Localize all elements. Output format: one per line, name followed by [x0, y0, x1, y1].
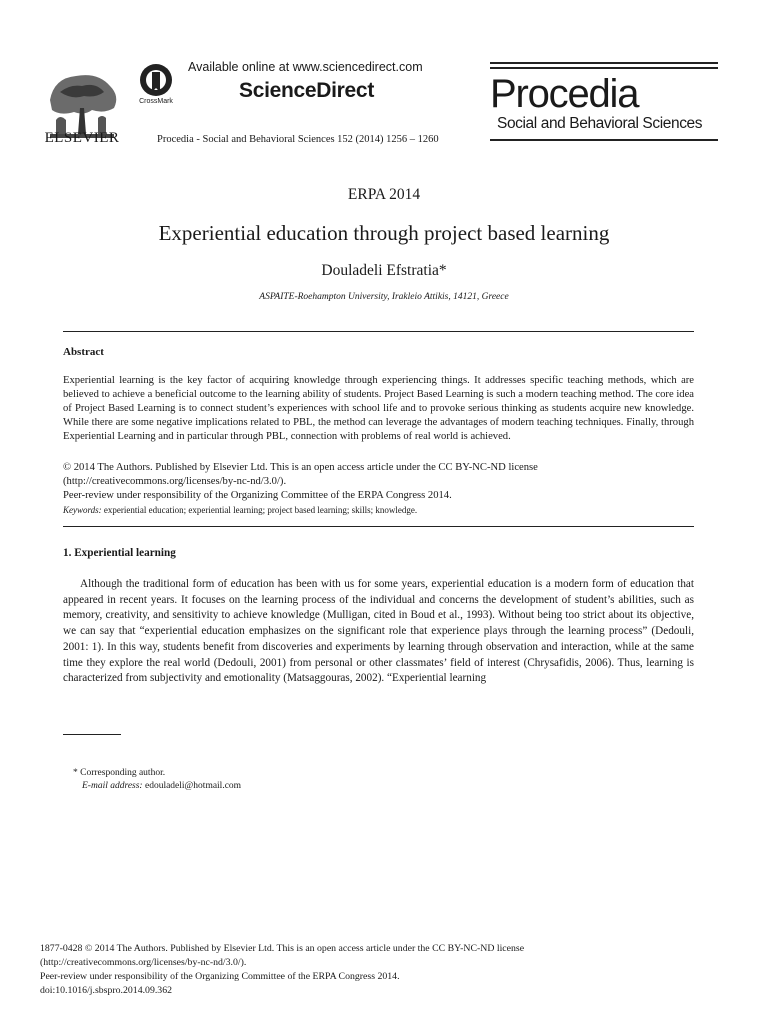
- article-title: Experiential education through project based learning: [158, 221, 610, 245]
- publisher-name: ELSEVIER: [44, 130, 120, 146]
- peer-review-line: Peer-review under responsibility of the Organizing Committee of the ERPA Congress 2014.: [63, 490, 452, 501]
- footer-license-link[interactable]: (http://creativecommons.org/licenses/by-nc-nd/3.0/).: [40, 957, 247, 968]
- procedia-logo: Procedia: [490, 72, 639, 116]
- abstract-copyright: [63, 461, 694, 503]
- sciencedirect-logo: ScienceDirect: [239, 79, 375, 102]
- section-body-text: Although the traditional form of education has been with us for some years, experiential education is a modern form of education that appeared in recent years. It focuses on the learning process of the individual and concerns the development of student’s abilities, such as memory, creativity, and sensitivity to achieve knowledge (Mulligan, cited in Boud et al., 1993). Without being too strict about its objective, we can say that “experiential education emphasizes on the significant role that experience plays through the learning process” (Dedouli, 2001: 1). In this way, students benefit from discoveries and experiments by learning through observation and interaction, while at the same time they explore the real world (Dedouli, 2001) from personal or other classmates’ field of interest (Chrysafidis, 2006). Thus, learning is characterized from subjectivity and emotionality (Matsaggouras, 2002). “Experiential learning: [63, 578, 694, 685]
- abstract-bottom-rule: [63, 526, 694, 527]
- footer-doi[interactable]: doi:10.1016/j.sbspro.2014.09.362: [40, 985, 172, 996]
- author-affiliation: ASPAITE-Roehampton University, Irakleio Attikis, 14121, Greece: [259, 292, 509, 302]
- section-heading: 1. Experiential learning: [63, 547, 176, 559]
- footnote-rule: [63, 734, 121, 735]
- available-online-text: Available online at www.sciencedirect.com: [188, 60, 423, 74]
- email-note: [82, 781, 241, 791]
- keywords-label: Keywords:: [63, 505, 102, 515]
- keywords-list: experiential education; experiential learning; project based learning; skills; knowledge.: [101, 505, 418, 515]
- abstract-text: Experiential learning is the key factor of acquiring knowledge through experiencing things. It addresses specific teaching methods, which are believed to achieve a beneficial outcome to the learning ability of students. Project Based Learning is such a modern teaching method. The core idea of Project Based Learning is to connect student’s experiences with school life and to provoke serious thinking as students acquire new knowledge. While there are some negative implications related to PBL, the method can leverage the advantages of modern teaching techniques. Finally, through Experiential Learning and in particular through PBL, connection with problems of real world is achieved.: [63, 375, 694, 442]
- email-label: E-mail address:: [82, 781, 143, 791]
- procedia-subtitle: Social and Behavioral Sciences: [497, 115, 703, 132]
- procedia-bottom-rule: [490, 139, 718, 141]
- footer-peer-review: Peer-review under responsibility of the Organizing Committee of the ERPA Congress 2014.: [40, 971, 400, 982]
- email-address[interactable]: edouladeli@hotmail.com: [142, 781, 242, 791]
- abstract-top-rule: [63, 331, 694, 332]
- article-author: Douladeli Efstratia*: [321, 262, 447, 279]
- journal-reference: Procedia - Social and Behavioral Sciences 152 (2014) 1256 – 1260: [157, 134, 439, 145]
- procedia-top-rules: [490, 62, 718, 72]
- abstract-heading: Abstract: [63, 346, 104, 358]
- footer-copyright: 1877-0428 © 2014 The Authors. Published by Elsevier Ltd. This is an open access article under the CC BY-NC-ND license: [40, 943, 525, 954]
- crossmark-label: CrossMark: [139, 98, 173, 105]
- keywords: [63, 505, 417, 515]
- conference-name: ERPA 2014: [347, 186, 421, 203]
- corresponding-author-note: * Corresponding author.: [73, 768, 166, 778]
- copyright-line: © 2014 The Authors. Published by Elsevier Ltd. This is an open access article under the CC BY-NC-ND license (http://creativecommons.org/licenses/by-nc-nd/3.0/).: [63, 462, 538, 487]
